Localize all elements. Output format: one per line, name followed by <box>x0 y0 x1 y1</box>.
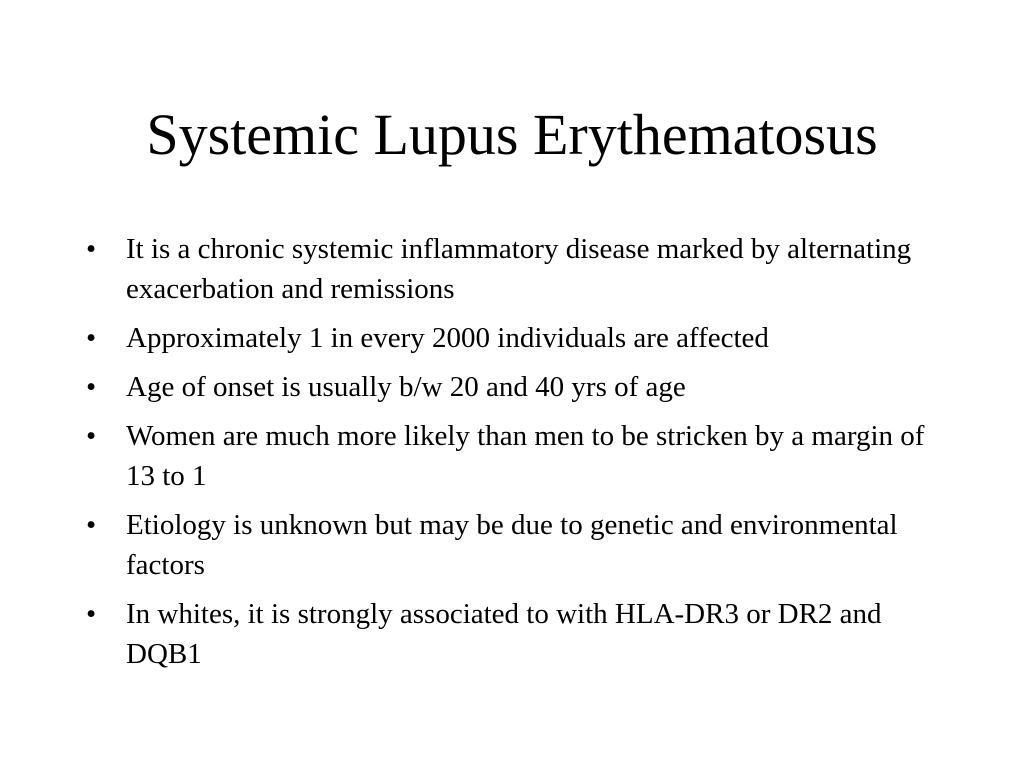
bullet-icon: • <box>86 322 97 354</box>
bullet-text: Women are much more likely than men to be stricken by a margin of 13 to 1 <box>126 420 925 492</box>
bullet-item <box>86 367 956 407</box>
bullet-icon: • <box>86 371 97 403</box>
bullet-icon: • <box>86 420 97 452</box>
bullet-icon: • <box>86 233 97 265</box>
bullet-item <box>86 229 956 309</box>
bullet-icon: • <box>86 598 97 630</box>
bullet-text: Etiology is unknown but may be due to genetic and environmental factors <box>126 509 898 581</box>
bullet-list <box>86 229 956 683</box>
bullet-item <box>86 318 956 358</box>
slide-title: Systemic Lupus Erythematosus <box>146 102 878 167</box>
bullet-text: It is a chronic systemic inflammatory disease marked by alternating exacerbation and remissions <box>126 233 912 305</box>
bullet-text: In whites, it is strongly associated to with HLA-DR3 or DR2 and DQB1 <box>126 598 882 670</box>
bullet-text: Age of onset is usually b/w 20 and 40 yrs of age <box>126 371 686 403</box>
bullet-item <box>86 416 956 496</box>
bullet-item <box>86 505 956 585</box>
bullet-text: Approximately 1 in every 2000 individuals are affected <box>126 322 769 354</box>
bullet-item <box>86 594 956 674</box>
bullet-icon: • <box>86 509 97 541</box>
